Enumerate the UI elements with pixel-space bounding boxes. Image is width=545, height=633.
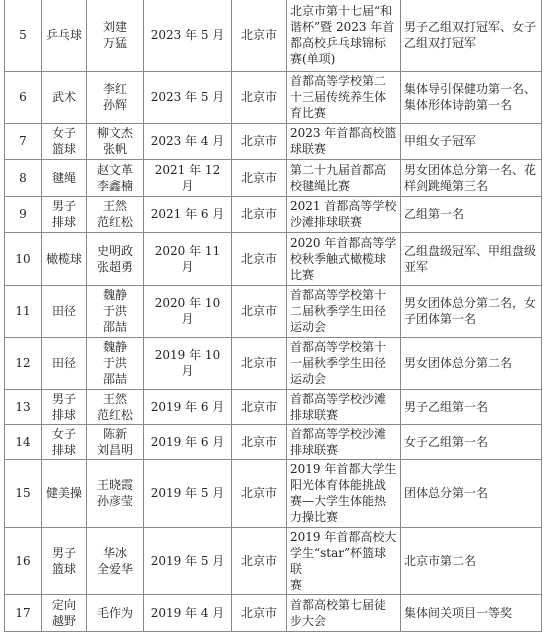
- date-cell: 2019 年 5 月: [144, 527, 232, 594]
- row-number: 7: [5, 123, 42, 159]
- event-cell-line: 首都高等学校沙滩: [290, 391, 387, 406]
- result-cell-line: 甲组女子冠军: [404, 134, 477, 148]
- date-cell: 2019 年 4 月: [144, 594, 232, 631]
- row-number: 5: [5, 0, 42, 71]
- coach-cell-line: 于洪: [102, 304, 127, 318]
- sport-cell: [42, 527, 87, 594]
- event-cell-line: 首都高等学校第二: [290, 74, 387, 88]
- place-cell: 北京市: [232, 389, 287, 424]
- place-cell: 北京市: [232, 159, 287, 196]
- row-number: 11: [5, 285, 42, 337]
- coach-cell-line: 毛作为: [96, 605, 133, 620]
- sport-cell-line: 越野: [51, 613, 76, 628]
- event-cell-line: 运动会: [290, 320, 327, 334]
- date-cell: 2020 年 11 月: [144, 232, 232, 285]
- result-cell-line: 男子乙组双打冠军、女子: [404, 20, 537, 35]
- coach-cell-line: 柳文杰: [96, 126, 133, 140]
- place-cell: 北京市: [232, 232, 287, 285]
- coach-cell-line: 邵喆: [102, 372, 127, 386]
- table-body: [5, 0, 542, 631]
- coach-cell-line: 刘建: [102, 20, 127, 35]
- result-cell-line: 样剑跳绳第三名: [404, 178, 489, 193]
- sport-cell: [42, 389, 87, 424]
- result-cell: [401, 389, 542, 424]
- result-cell-line: 团体总分第一名: [404, 486, 489, 500]
- event-cell-line: 排球联赛: [290, 407, 339, 422]
- coach-cell: [87, 123, 144, 159]
- result-cell: [401, 159, 542, 196]
- date-cell: 2019 年 6 月: [144, 424, 232, 459]
- event-cell-line: 阳光体育体能挑战: [290, 478, 387, 492]
- coach-cell-line: 魏静: [102, 288, 127, 302]
- coach-cell: [87, 389, 144, 424]
- result-cell: [401, 196, 542, 232]
- sport-cell: [42, 196, 87, 232]
- sport-cell-line: 田径: [51, 304, 76, 318]
- table-row: [5, 337, 542, 389]
- sport-cell: [42, 0, 87, 71]
- coach-cell-line: 张超勇: [96, 259, 133, 274]
- coach-cell-line: 魏静: [102, 340, 127, 354]
- awards-table: [4, 0, 542, 632]
- event-cell-line: 十三届传统养生体: [290, 90, 387, 104]
- table-row: [5, 196, 542, 232]
- result-cell-line: 子团体第一名: [404, 312, 477, 326]
- coach-cell-line: 范红松: [96, 215, 133, 229]
- event-cell-line: 2019 年首都高校大: [290, 529, 397, 544]
- event-cell-line: 步大会: [290, 613, 327, 628]
- coach-cell-line: 赵文革: [96, 162, 133, 177]
- event-cell: [287, 159, 401, 196]
- event-cell: [287, 594, 401, 631]
- row-number: 6: [5, 71, 42, 123]
- row-number: 17: [5, 594, 42, 631]
- result-cell-line: 亚军: [404, 259, 429, 274]
- sport-cell-line: 健美操: [45, 486, 82, 500]
- sport-cell-line: 武术: [51, 90, 76, 104]
- event-cell-line: 北京市第十七届“和: [290, 4, 393, 19]
- coach-cell: [87, 285, 144, 337]
- row-number: 12: [5, 337, 42, 389]
- row-number: 10: [5, 232, 42, 285]
- place-cell: 北京市: [232, 337, 287, 389]
- sport-cell-line: 排球: [51, 442, 76, 457]
- date-cell: 2021 年 12 月: [144, 159, 232, 196]
- sport-cell-line: 毽绳: [51, 170, 76, 185]
- date-cell: 2019 年 6 月: [144, 389, 232, 424]
- coach-cell-line: 邵喆: [102, 320, 127, 334]
- result-cell-line: 乙组盘级冠军、甲组盘级: [404, 243, 537, 258]
- table-row: [5, 285, 542, 337]
- table-row: [5, 527, 542, 594]
- place-cell: 北京市: [232, 459, 287, 527]
- sport-cell: [42, 123, 87, 159]
- event-cell: [287, 389, 401, 424]
- event-cell: [287, 123, 401, 159]
- event-cell: [287, 232, 401, 285]
- coach-cell-line: 李红: [102, 82, 127, 96]
- event-cell-line: 育比赛: [290, 106, 327, 120]
- result-cell-line: 集体导引保健功第一名、: [404, 82, 537, 96]
- event-cell-line: 比赛: [290, 267, 315, 282]
- sport-cell-line: 田径: [51, 356, 76, 370]
- date-cell: 2023 年 5 月: [144, 0, 232, 71]
- sport-cell-line: 排球: [51, 407, 76, 422]
- sport-cell: [42, 594, 87, 631]
- row-number: 16: [5, 527, 42, 594]
- coach-cell-line: 范红松: [96, 407, 133, 422]
- event-cell-line: 球联赛: [290, 142, 327, 156]
- row-number: 13: [5, 389, 42, 424]
- event-cell-line: 排球联赛: [290, 442, 339, 457]
- result-cell: [401, 459, 542, 527]
- sport-cell: [42, 71, 87, 123]
- coach-cell: [87, 527, 144, 594]
- sport-cell-line: 男子: [51, 545, 76, 560]
- table-row: [5, 389, 542, 424]
- place-cell: 北京市: [232, 196, 287, 232]
- result-cell: [401, 0, 542, 71]
- event-cell-line: 力操比赛: [290, 510, 339, 524]
- coach-cell-line: 华冰: [102, 545, 127, 560]
- event-cell-line: 赛(单项): [290, 52, 336, 67]
- sport-cell-line: 女子: [51, 126, 76, 140]
- result-cell-line: 女子乙组第一名: [404, 434, 489, 449]
- coach-cell: [87, 196, 144, 232]
- result-cell-line: 男女团体总分第二名，女: [404, 296, 537, 310]
- table-row: [5, 594, 542, 631]
- table-row: [5, 71, 542, 123]
- event-cell-line: 校毽绳比赛: [290, 178, 351, 193]
- result-cell-line: 男子乙组第一名: [404, 399, 489, 414]
- place-cell: 北京市: [232, 0, 287, 71]
- result-cell: [401, 232, 542, 285]
- date-cell: 2023 年 4 月: [144, 123, 232, 159]
- coach-cell: [87, 337, 144, 389]
- result-cell-line: 北京市第二名: [404, 553, 477, 568]
- date-cell: 2021 年 6 月: [144, 196, 232, 232]
- event-cell: [287, 424, 401, 459]
- result-cell: [401, 527, 542, 594]
- event-cell-line: 一届秋季学生田径: [290, 356, 387, 370]
- event-cell-line: 沙滩排球联赛: [290, 215, 363, 229]
- result-cell: [401, 71, 542, 123]
- row-number: 14: [5, 424, 42, 459]
- event-cell: [287, 71, 401, 123]
- place-cell: 北京市: [232, 285, 287, 337]
- sport-cell: [42, 337, 87, 389]
- place-cell: 北京市: [232, 424, 287, 459]
- result-cell: [401, 594, 542, 631]
- coach-cell-line: 陈新: [102, 426, 127, 441]
- event-cell: [287, 196, 401, 232]
- coach-cell-line: 全爱华: [96, 561, 133, 576]
- coach-cell: [87, 424, 144, 459]
- event-cell-line: 2023 年首都高校篮: [290, 126, 397, 140]
- sport-cell: [42, 459, 87, 527]
- coach-cell-line: 刘昌明: [96, 442, 133, 457]
- sport-cell-line: 定向: [51, 597, 76, 612]
- result-cell: [401, 123, 542, 159]
- result-cell-line: 乙组第一名: [404, 207, 465, 221]
- table-row: [5, 123, 542, 159]
- row-number: 8: [5, 159, 42, 196]
- event-cell-line: 首都高等学校沙滩: [290, 426, 387, 441]
- coach-cell: [87, 232, 144, 285]
- event-cell: [287, 285, 401, 337]
- coach-cell-line: 张帆: [102, 142, 127, 156]
- event-cell-line: 谐杯”暨 2023 年首: [290, 20, 395, 35]
- table-row: [5, 159, 542, 196]
- row-number: 9: [5, 196, 42, 232]
- event-cell-line: 都高校乒乓球锦标: [290, 36, 387, 51]
- date-cell: 2019 年 5 月: [144, 459, 232, 527]
- coach-cell-line: 王然: [102, 391, 127, 406]
- event-cell-line: 学生“star”杯篮球联: [290, 545, 387, 576]
- table-row: [5, 0, 542, 71]
- coach-cell: [87, 594, 144, 631]
- place-cell: 北京市: [232, 71, 287, 123]
- sport-cell: [42, 232, 87, 285]
- coach-cell-line: 于洪: [102, 356, 127, 370]
- coach-cell-line: 李鑫楠: [96, 178, 133, 193]
- sport-cell-line: 篮球: [51, 561, 76, 576]
- event-cell-line: 首都高校第七届徒: [290, 597, 387, 612]
- result-cell: [401, 337, 542, 389]
- table-row: [5, 459, 542, 527]
- coach-cell: [87, 71, 144, 123]
- table-row: [5, 232, 542, 285]
- date-cell: 2020 年 10 月: [144, 285, 232, 337]
- sport-cell: [42, 424, 87, 459]
- sport-cell-line: 男子: [51, 199, 76, 213]
- place-cell: 北京市: [232, 527, 287, 594]
- result-cell-line: 男女团体总分第一名、花: [404, 162, 537, 177]
- coach-cell-line: 孙辉: [102, 98, 127, 112]
- sport-cell-line: 篮球: [51, 142, 76, 156]
- event-cell: [287, 337, 401, 389]
- place-cell: 北京市: [232, 594, 287, 631]
- result-cell-line: 集体形体诗韵第一名: [404, 98, 513, 112]
- event-cell-line: 首都高等学校第十: [290, 340, 387, 354]
- sport-cell: [42, 285, 87, 337]
- coach-cell: [87, 0, 144, 71]
- row-number: 15: [5, 459, 42, 527]
- coach-cell-line: 王然: [102, 199, 127, 213]
- event-cell-line: 2021 首都高等学校: [290, 199, 397, 213]
- sport-cell-line: 女子: [51, 426, 76, 441]
- event-cell: [287, 0, 401, 71]
- sport-cell-line: 男子: [51, 391, 76, 406]
- date-cell: 2023 年 5 月: [144, 71, 232, 123]
- coach-cell: [87, 459, 144, 527]
- sport-cell: [42, 159, 87, 196]
- sport-cell-line: 排球: [51, 215, 76, 229]
- event-cell-line: 2019 年首都大学生: [290, 462, 397, 476]
- coach-cell-line: 史明政: [96, 243, 133, 258]
- result-cell: [401, 285, 542, 337]
- coach-cell: [87, 159, 144, 196]
- event-cell-line: 运动会: [290, 372, 327, 386]
- event-cell-line: 二届秋季学生田径: [290, 304, 387, 318]
- place-cell: 北京市: [232, 123, 287, 159]
- result-cell-line: 乙组双打冠军: [404, 36, 477, 51]
- coach-cell-line: 万猛: [102, 36, 127, 51]
- sport-cell-line: 橄榄球: [45, 251, 82, 266]
- event-cell: [287, 459, 401, 527]
- table-row: [5, 424, 542, 459]
- event-cell-line: 第二十九届首都高: [290, 162, 387, 177]
- event-cell-line: 赛—大学生体能热: [290, 494, 387, 508]
- result-cell-line: 男女团体总分第二名: [404, 356, 513, 370]
- sport-cell-line: 乒乓球: [45, 28, 82, 43]
- event-cell-line: 赛: [290, 577, 303, 592]
- event-cell: [287, 527, 401, 594]
- coach-cell-line: 王晓霞: [96, 478, 133, 492]
- date-cell: 2019 年 10 月: [144, 337, 232, 389]
- event-cell-line: 2020 年首都高等学: [290, 235, 397, 250]
- event-cell-line: 校秋季触式橄榄球: [290, 251, 387, 266]
- coach-cell-line: 孙彦莹: [96, 494, 133, 508]
- result-cell: [401, 424, 542, 459]
- event-cell-line: 首都高等学校第十: [290, 288, 387, 302]
- result-cell-line: 集体间关项目一等奖: [404, 605, 513, 620]
